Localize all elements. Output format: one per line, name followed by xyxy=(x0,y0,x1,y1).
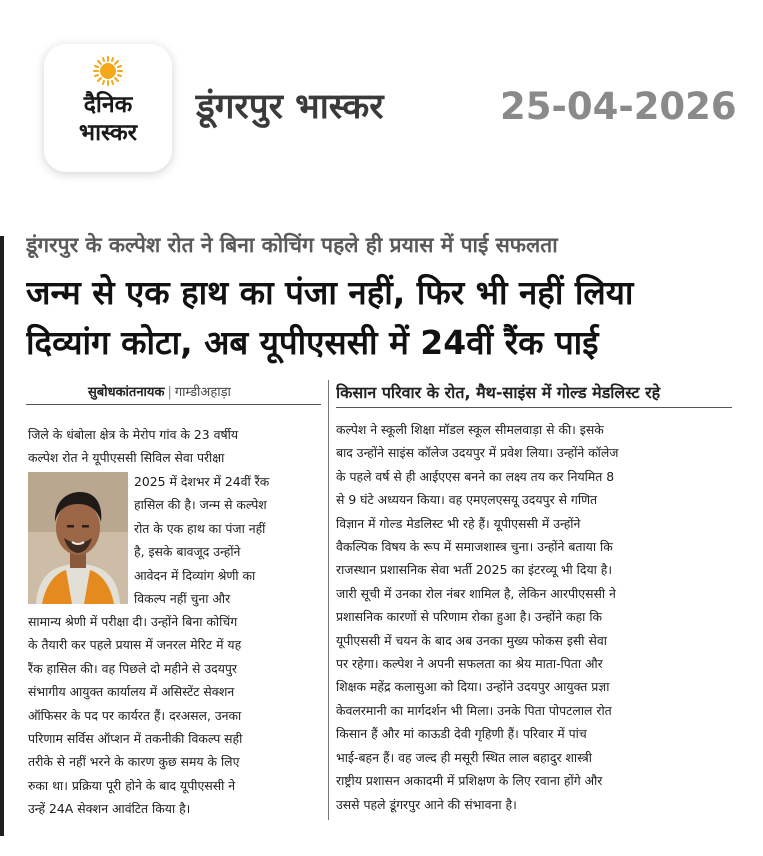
text-line: भाई-बहन हैं। वह जल्द ही मसूरी स्थित लाल बहादुर शास्त्री xyxy=(336,749,592,765)
text-line: कल्पेश ने स्कूली शिक्षा मॉडल स्कूल सीमलवाड़ा से की। इसके xyxy=(336,422,604,437)
article-kicker: डूंगरपुर के कल्पेश रोत ने बिना कोचिंग पहले ही प्रयास में पाई सफलता xyxy=(26,233,558,257)
text-line: किसान हैं और मां काऊडी देवी गृहिणी हैं। परिवार में पांच xyxy=(336,726,587,742)
left-column-top xyxy=(28,423,324,470)
text-line: है, इसके बावजूद उन्होंने xyxy=(134,544,241,560)
edition-title: डूंगरपुर भास्कर xyxy=(196,87,384,127)
logo-line-1: दैनिक xyxy=(83,92,133,118)
text-line: बाद उन्होंने साइंस कॉलेज उदयपुर में प्रवेश लिया। उन्होंने कॉलेज xyxy=(336,445,619,461)
text-line: सामान्य श्रेणी में परीक्षा दी। उन्होंने बिना कोचिंग xyxy=(28,614,238,629)
byline-separator: | xyxy=(167,385,172,400)
byline xyxy=(88,385,231,401)
text-line: के पहले वर्ष से ही आईएएस बनने का लक्ष्य तय कर नियमित 8 xyxy=(336,468,615,484)
edition-date: 25-04-2026 xyxy=(500,85,737,128)
subhead-rule xyxy=(336,407,732,408)
dainik-bhaskar-logo xyxy=(44,44,172,172)
text-line: परिणाम सर्विस ऑप्शन में तकनीकी विकल्प सही xyxy=(28,731,243,747)
person-photo-drawing xyxy=(28,472,128,604)
article-headline xyxy=(26,268,726,368)
text-line: से 9 घंटे अध्ययन किया। वह एमएलएसयू उदयपुर से गणित xyxy=(336,492,598,508)
clipping-edge xyxy=(0,236,4,836)
text-line: हासिल की है। जन्म से कल्पेश xyxy=(134,497,267,513)
text-line: 2025 में देशभर में 24वीं रैंक xyxy=(134,474,270,489)
text-line: प्रशासनिक कारणों से परिणाम रोका हुआ है। उन्होंने कहा कि xyxy=(336,609,603,625)
sun-icon xyxy=(93,56,123,86)
text-line: उससे पहले डूंगरपुर आने की संभावना है। xyxy=(336,796,517,812)
headline-line-1: जन्म से एक हाथ का पंजा नहीं, फिर भी नहीं लिया xyxy=(26,273,634,312)
byline-place: गाम्डीअहाड़ा xyxy=(174,385,231,400)
text-line: जिले के धंबोला क्षेत्र के मेरोप गांव के 23 वर्षीय xyxy=(28,427,239,442)
text-line: शिक्षक महेंद्र कलासुआ को दिया। उन्होंने उदयपुर आयुक्त प्रज्ञा xyxy=(336,679,610,695)
text-line: रुका था। प्रक्रिया पूरी होने के बाद यूपीएससी ने xyxy=(28,777,236,793)
headline-line-2: दिव्यांग कोटा, अब यूपीएससी में 24वीं रैंक पाई xyxy=(26,323,599,362)
column-divider xyxy=(328,380,329,820)
text-line: ऑफिसर के पद पर कार्यरत हैं। दरअसल, उनका xyxy=(28,707,242,723)
text-line: कल्पेश रोत ने यूपीएससी सिविल सेवा परीक्षा xyxy=(28,450,225,466)
text-line: राष्ट्रीय प्रशासन अकादमी में प्रशिक्षण के लिए रवाना होंगे और xyxy=(336,773,603,789)
text-line: वैकल्पिक विषय के रूप में समाजशास्त्र चुना। उन्होंने बताया कि xyxy=(336,539,613,555)
article-subhead: किसान परिवार के रोत, मैथ-साइंस में गोल्ड मेडलिस्ट रहे xyxy=(336,383,661,402)
person-photo xyxy=(28,472,128,604)
text-line: राजस्थान प्रशासनिक सेवा भर्ती 2025 का इंटरव्यू भी दिया है। xyxy=(336,562,613,578)
logo-line-2: भास्कर xyxy=(78,120,138,146)
byline-name: सुबोधकांतनायक xyxy=(88,385,165,400)
byline-rule xyxy=(26,404,321,405)
text-line: यूपीएससी में चयन के बाद अब उनका मुख्य फोकस इसी सेवा xyxy=(336,632,607,648)
right-column xyxy=(336,418,732,816)
text-line: विज्ञान में गोल्ड मेडलिस्ट भी रहे हैं। यूपीएससी में उन्होंने xyxy=(336,515,581,531)
left-column-bottom xyxy=(28,610,324,821)
text-line: रोत के एक हाथ का पंजा नहीं xyxy=(134,520,266,536)
text-line: पर रहेगा। कल्पेश ने अपनी सफलता का श्रेय माता-पिता और xyxy=(336,656,603,672)
text-line: रैंक हासिल की। वह पिछले दो महीने से उदयपुर xyxy=(28,660,237,676)
text-line: उन्हें 24A सेक्शन आवंटित किया है। xyxy=(28,801,191,817)
text-line: तरीके से नहीं भरने के कारण कुछ समय के लिए xyxy=(28,754,240,770)
text-line: के तैयारी कर पहले प्रयास में जनरल मेरिट में यह xyxy=(28,637,242,653)
text-line: विकल्प नहीं चुना और xyxy=(134,591,231,607)
text-line: जारी सूची में उनका रोल नंबर शामिल है, लेकिन आरपीएससी ने xyxy=(336,585,616,601)
text-line: संभागीय आयुक्त कार्यालय में असिस्टेंट सेक्शन xyxy=(28,684,235,700)
left-column-wrap xyxy=(134,470,324,610)
text-line: केवलरमानी का मार्गदर्शन भी मिला। उनके पिता पोपटलाल रोत xyxy=(336,702,612,718)
text-line: आवेदन में दिव्यांग श्रेणी का xyxy=(134,567,256,583)
